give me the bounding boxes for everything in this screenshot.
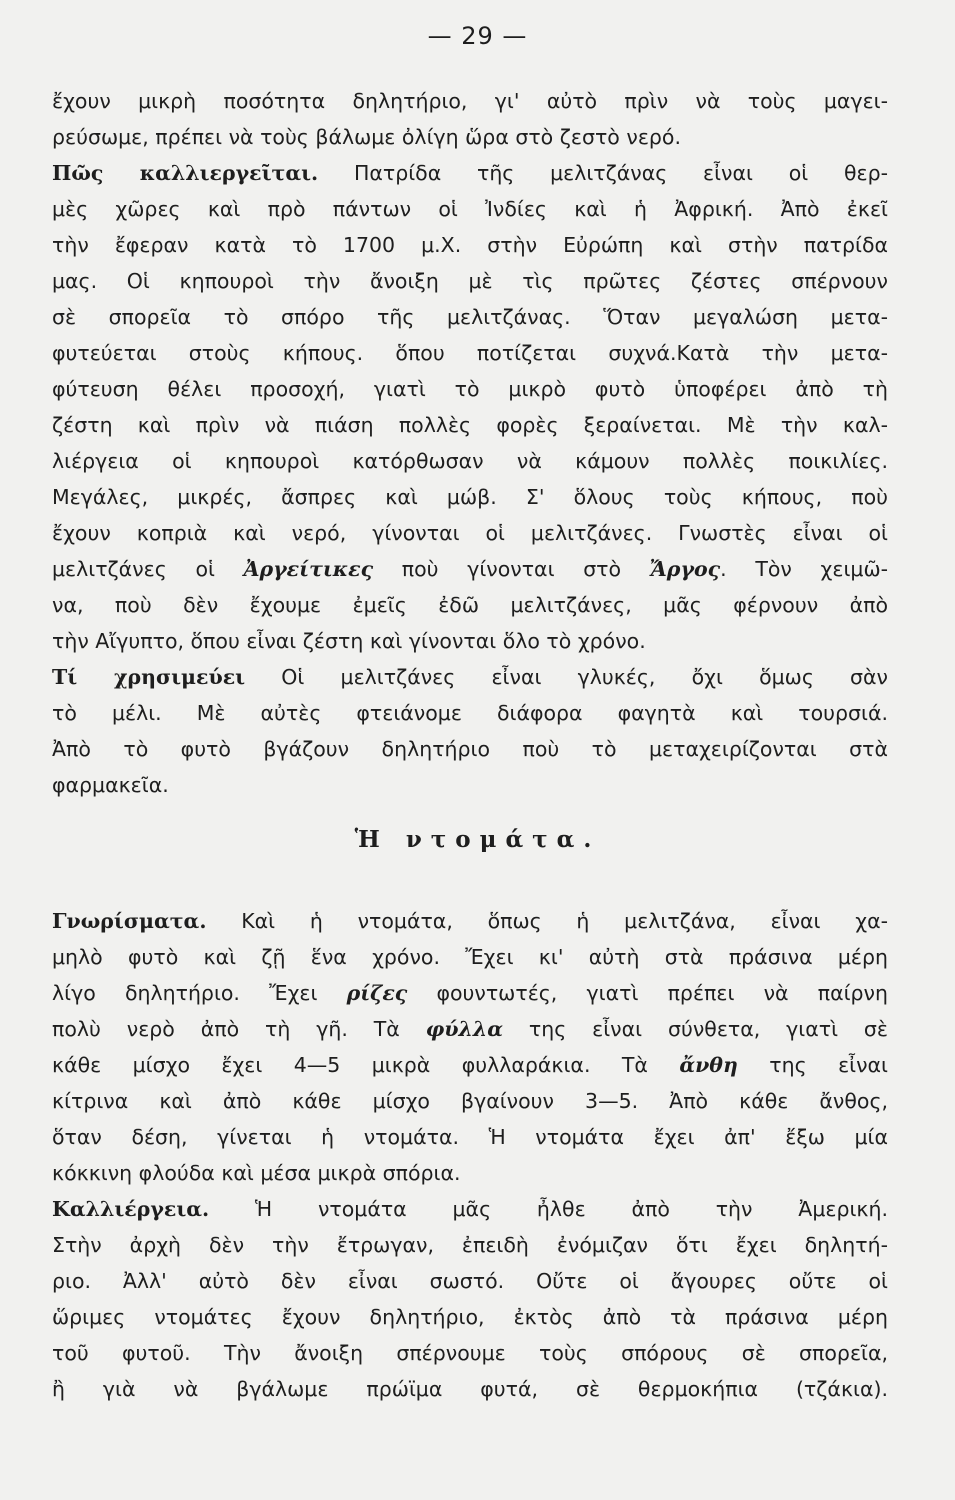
- text-span: . Τὸν χειμῶ-: [720, 557, 888, 581]
- subheading-uses: Τί χρησιμεύει: [52, 665, 246, 689]
- text-span: Ἡ ντομάτα μᾶς ἦλθε ἀπὸ τὴν Ἀμερική.: [209, 1197, 888, 1221]
- text-line: μηλὸ φυτὸ καὶ ζῇ ἕνα χρόνο. Ἔχει κι' αὐτὴ στὰ πράσινα μέρη: [52, 945, 888, 969]
- text-line: λιέργεια οἱ κηπουροὶ κατόρθωσαν νὰ κάμουν πολλὲς ποικιλίες.: [52, 449, 888, 473]
- text-span: της εἶναι σύνθετα, γιατὶ σὲ: [503, 1017, 888, 1041]
- text-span: πολὺ νερὸ ἀπὸ τὴ γῆ. Τὰ: [52, 1017, 426, 1041]
- text-line: ζέστη καὶ πρὶν νὰ πιάση πολλὲς φορὲς ξεραίνεται. Μὲ τὴν καλ-: [52, 413, 888, 437]
- text-line: [52, 1192, 888, 1226]
- text-line: μας. Οἱ κηπουροὶ τὴν ἄνοιξη μὲ τὶς πρῶτες ζέστες σπέρνουν: [52, 269, 888, 293]
- text-line: [52, 904, 888, 938]
- text-line: φύτευση θέλει προσοχή, γιατὶ τὸ μικρὸ φυτὸ ὑποφέρει ἀπὸ τὴ: [52, 377, 888, 401]
- text-span: λίγο δηλητήριο. Ἔχει: [52, 981, 347, 1005]
- text-line: σὲ σπορεῖα τὸ σπόρο τῆς μελιτζάνας. Ὅταν μεγαλώση μετα-: [52, 305, 888, 329]
- italic-term: φύλλα: [425, 1017, 504, 1041]
- text-line: [52, 552, 888, 586]
- text-line: ἔχουν μικρὴ ποσότητα δηλητήριο, γι' αὐτὸ πρὶν νὰ τοὺς μαγει-: [52, 89, 888, 113]
- text-line: να, ποὺ δὲν ἔχουμε ἐμεῖς ἐδῶ μελιτζάνες, μᾶς φέρνουν ἀπὸ: [52, 593, 888, 617]
- text-line: [52, 660, 888, 694]
- italic-term: Ἄργος: [649, 557, 721, 581]
- text-line: ἢ γιὰ νὰ βγάλωμε πρώϊμα φυτά, σὲ θερμοκήπια (τζάκια).: [52, 1377, 888, 1401]
- text-line: φυτεύεται στοὺς κήπους. ὅπου ποτίζεται συχνά.Κατὰ τὴν μετα-: [52, 341, 888, 365]
- subheading-features: Γνωρίσματα.: [52, 909, 207, 933]
- text-line: μὲς χῶρες καὶ πρὸ πάντων οἱ Ἰνδίες καὶ ἡ Ἀφρική. Ἀπὸ ἐκεῖ: [52, 197, 888, 221]
- italic-term: Ἀργείτικες: [243, 557, 374, 581]
- text-span: Καὶ ἡ ντομάτα, ὅπως ἡ μελιτζάνα, εἶναι χα-: [206, 909, 888, 933]
- text-line: τὴν Αἴγυπτο, ὅπου εἶναι ζέστη καὶ γίνονται ὅλο τὸ χρόνο.: [52, 629, 646, 653]
- subheading-cultivation-tomato: Καλλιέργεια.: [52, 1197, 210, 1221]
- text-span: μελιτζάνες οἱ: [52, 557, 244, 581]
- text-line: τὸ μέλι. Μὲ αὐτὲς φτειάνομε διάφορα φαγητὰ καὶ τουρσιά.: [52, 701, 888, 725]
- text-line: [52, 156, 888, 190]
- text-line: ρεύσωμε, πρέπει νὰ τοὺς βάλωμε ὀλίγη ὥρα στὸ ζεστὸ νερό.: [52, 125, 681, 149]
- italic-term: ρίζες: [346, 981, 408, 1005]
- section-heading-tomato: Ἡ ντομάτα.: [354, 826, 601, 853]
- text-line: [52, 1048, 888, 1082]
- text-line: Στὴν ἀρχὴ δὲν τὴν ἔτρωγαν, ἐπειδὴ ἐνόμιζαν ὅτι ἔχει δηλητή-: [52, 1233, 888, 1257]
- page-number: — 29 —: [427, 22, 528, 50]
- text-line: [52, 976, 888, 1010]
- text-line: Μεγάλες, μικρές, ἄσπρες καὶ μώβ. Σ' ὅλους τοὺς κήπους, ποὺ: [52, 485, 888, 509]
- text-span: Πατρίδα τῆς μελιτζάνας εἶναι οἱ θερ-: [318, 161, 888, 185]
- text-line: ὅταν δέση, γίνεται ἡ ντομάτα. Ἡ ντομάτα ἔχει ἀπ' ἔξω μία: [52, 1125, 888, 1149]
- text-line: [52, 1012, 888, 1046]
- text-line: κόκκινη φλούδα καὶ μέσα μικρὰ σπόρια.: [52, 1161, 461, 1185]
- text-line: φαρμακεῖα.: [52, 773, 169, 797]
- text-span: ποὺ γίνονται στὸ: [373, 557, 650, 581]
- text-line: ὥριμες ντομάτες ἔχουν δηλητήριο, ἐκτὸς ἀπὸ τὰ πράσινα μέρη: [52, 1305, 888, 1329]
- text-span: Οἱ μελιτζάνες εἶναι γλυκές, ὄχι ὅμως σὰν: [245, 665, 888, 689]
- text-line: ἔχουν κοπριὰ καὶ νερό, γίνονται οἱ μελιτζάνες. Γνωστὲς εἶναι οἱ: [52, 521, 888, 545]
- italic-term: ἄνθη: [679, 1053, 738, 1077]
- text-line: τοῦ φυτοῦ. Τὴν ἄνοιξη σπέρνουμε τοὺς σπόρους σὲ σπορεῖα,: [52, 1341, 888, 1365]
- text-line: κίτρινα καὶ ἀπὸ κάθε μίσχο βγαίνουν 3—5. Ἀπὸ κάθε ἄνθος,: [52, 1089, 888, 1113]
- text-span: της εἶναι: [737, 1053, 888, 1077]
- subheading-cultivation: Πῶς καλλιεργεῖται.: [52, 161, 319, 185]
- text-span: κάθε μίσχο ἔχει 4—5 μικρὰ φυλλαράκια. Τὰ: [52, 1053, 680, 1077]
- text-line: ριο. Ἀλλ' αὐτὸ δὲν εἶναι σωστό. Οὔτε οἱ ἄγουρες οὔτε οἱ: [52, 1269, 888, 1293]
- text-line: Ἀπὸ τὸ φυτὸ βγάζουν δηλητήριο ποὺ τὸ μεταχειρίζονται στὰ: [52, 737, 888, 761]
- text-line: τὴν ἔφεραν κατὰ τὸ 1700 μ.Χ. στὴν Εὐρώπη καὶ στὴν πατρίδα: [52, 233, 888, 257]
- text-span: φουντωτές, γιατὶ πρέπει νὰ παίρνη: [407, 981, 888, 1005]
